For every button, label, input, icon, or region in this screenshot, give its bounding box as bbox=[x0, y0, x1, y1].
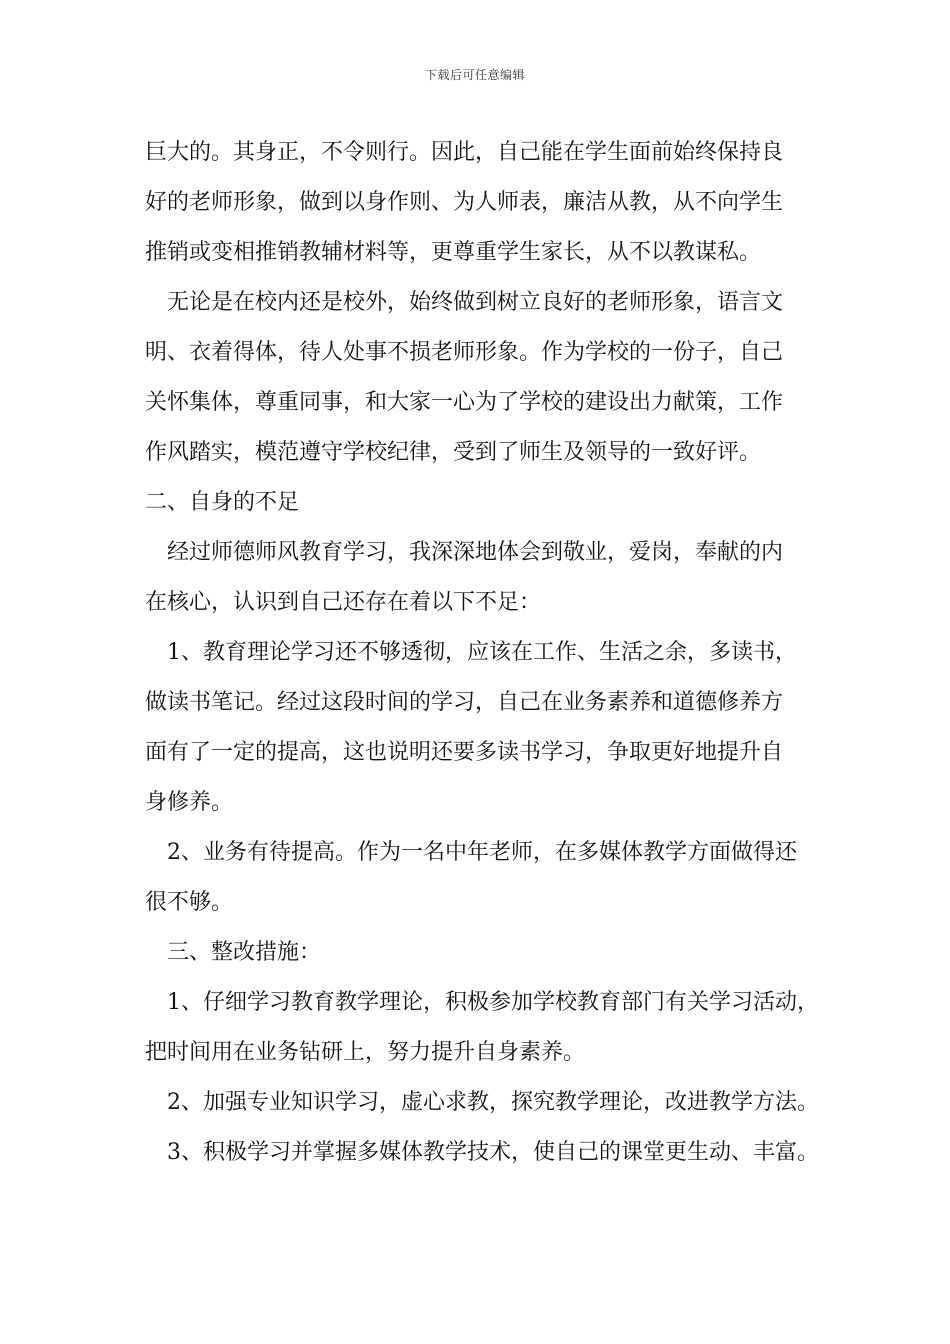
section-heading: 三、整改措施： bbox=[167, 940, 322, 965]
text-line: 无论是在校内还是校外，始终做到树立良好的老师形象，语言文 bbox=[167, 290, 784, 315]
text-line: 巨大的。其身正，不令则行。因此，自己能在学生面前始终保持良 bbox=[145, 140, 784, 165]
list-item-line: 1、仔细学习教育教学理论，积极参加学校教育部门有关学习活动， bbox=[167, 990, 819, 1015]
text-line: 关怀集体，尊重同事，和大家一心为了学校的建设出力献策，工作 bbox=[145, 390, 784, 415]
text-line: 好的老师形象，做到以身作则、为人师表，廉洁从教，从不向学生 bbox=[145, 190, 784, 215]
text-line: 身修养。 bbox=[145, 790, 234, 815]
list-item-line: 1、教育理论学习还不够透彻，应该在工作、生活之余，多读书， bbox=[167, 640, 797, 665]
text-line: 把时间用在业务钻研上，努力提升自身素养。 bbox=[145, 1040, 586, 1065]
list-item-line: 2、业务有待提高。作为一名中年老师，在多媒体教学方面做得还 bbox=[167, 840, 797, 865]
text-line: 推销或变相推销教辅材料等，更尊重学生家长，从不以教谋私。 bbox=[145, 240, 762, 265]
list-item-line: 2、加强专业知识学习，虚心求教，探究教学理论，改进教学方法。 bbox=[167, 1090, 819, 1115]
section-heading: 二、自身的不足 bbox=[145, 490, 300, 515]
text-line: 面有了一定的提高，这也说明还要多读书学习，争取更好地提升自 bbox=[145, 740, 784, 765]
document-body bbox=[145, 128, 819, 1178]
text-line: 在核心，认识到自己还存在着以下不足： bbox=[145, 590, 542, 615]
text-line: 很不够。 bbox=[145, 890, 234, 915]
page-header: 下载后可任意编辑 bbox=[424, 68, 525, 82]
text-line: 作风踏实，模范遵守学校纪律，受到了师生及领导的一致好评。 bbox=[145, 440, 762, 465]
text-line: 经过师德师风教育学习，我深深地体会到敬业，爱岗，奉献的内 bbox=[167, 540, 784, 565]
list-item-line: 3、积极学习并掌握多媒体教学技术，使自己的课堂更生动、丰富。 bbox=[167, 1140, 819, 1165]
text-line: 明、衣着得体，待人处事不损老师形象。作为学校的一份子，自己 bbox=[145, 340, 784, 365]
text-line: 做读书笔记。经过这段时间的学习，自己在业务素养和道德修养方 bbox=[145, 690, 784, 715]
